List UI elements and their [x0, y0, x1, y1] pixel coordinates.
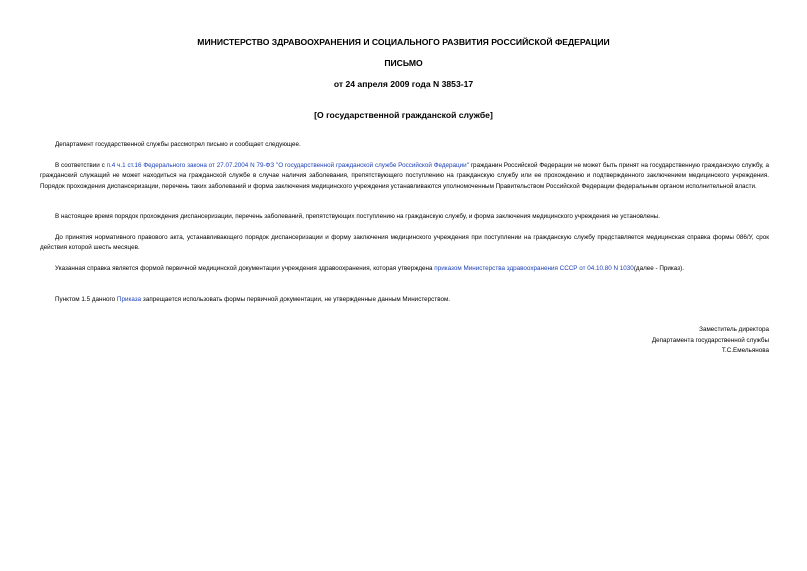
paragraph-2-text-start: В соответствии с: [55, 162, 107, 169]
paragraph-2: [40, 161, 769, 192]
paragraph-5: [40, 264, 769, 274]
order-link[interactable]: Приказа: [116, 296, 142, 303]
signer-position: Заместитель директора: [699, 326, 769, 333]
paragraph-1: Департамент государственной службы рассмотрел письмо и сообщает следующее.: [55, 141, 301, 148]
ministry-heading: МИНИСТЕРСТВО ЗДРАВООХРАНЕНИЯ И СОЦИАЛЬНОГО РАЗВИТИЯ РОССИЙСКОЙ ФЕДЕРАЦИИ: [197, 37, 610, 47]
document-subject: [О государственной гражданской службе]: [314, 110, 493, 120]
signer-department: Департамента государственной службы: [651, 336, 769, 344]
federal-law-link[interactable]: п.4 ч.1 ст.16 Федерального закона от 27.07.2004 N 79-ФЗ "О государственной гражданской службе Российской Федерации": [106, 162, 469, 169]
paragraph-4: До принятия нормативного правового акта, устанавливающего порядок диспансеризации и форму заключения медицинского учреждения при поступлении на гражданскую службу представляется медицинская справка формы 086/У, срок действия которой шесть месяцев.: [40, 234, 769, 252]
ussr-order-link[interactable]: приказом Министерства здравоохранения СССР от 04.10.80 N 1030: [434, 265, 634, 272]
paragraph-6-text-end: запрещается использовать формы первичной документации, не утвержденные данным Министерством.: [141, 296, 451, 303]
paragraph-2-text-end: гражданин Российской Федерации не может быть принят на государственную гражданскую службу, а гражданский служащий не может находиться на гражданской службе в случае наличия заболевания, препятствующего поступлению на гражданскую службу или ее прохождению и подтвержденного заключением медицинского учреждения. Порядок прохождения диспансеризации, перечень таких заболеваний и форма заключения медицинского учреждения устанавливаются уполномоченным Правительством Российской Федерации федеральным органом исполнительной власти.: [40, 162, 770, 190]
paragraph-3: В настоящее время порядок прохождения диспансеризации, перечень заболеваний, препятствующих поступлению на гражданскую службу, и форма заключения медицинского учреждения не установлены.: [55, 213, 660, 220]
document-date-number: от 24 апреля 2009 года N 3853-17: [333, 79, 474, 89]
document-type: ПИСЬМО: [384, 58, 423, 68]
signature-block: [652, 325, 769, 357]
paragraph-5-text-end: (далее - Приказ).: [633, 265, 684, 272]
paragraph-6-text-start: Пунктом 1.5 данного: [55, 296, 117, 303]
signer-name: Т.С.Емельянова: [721, 347, 769, 355]
paragraph-5-text-start: Указанная справка является формой первичной медицинской документации учреждения здравоохранения, которая утверждена: [55, 265, 435, 272]
paragraph-6: [40, 295, 769, 305]
